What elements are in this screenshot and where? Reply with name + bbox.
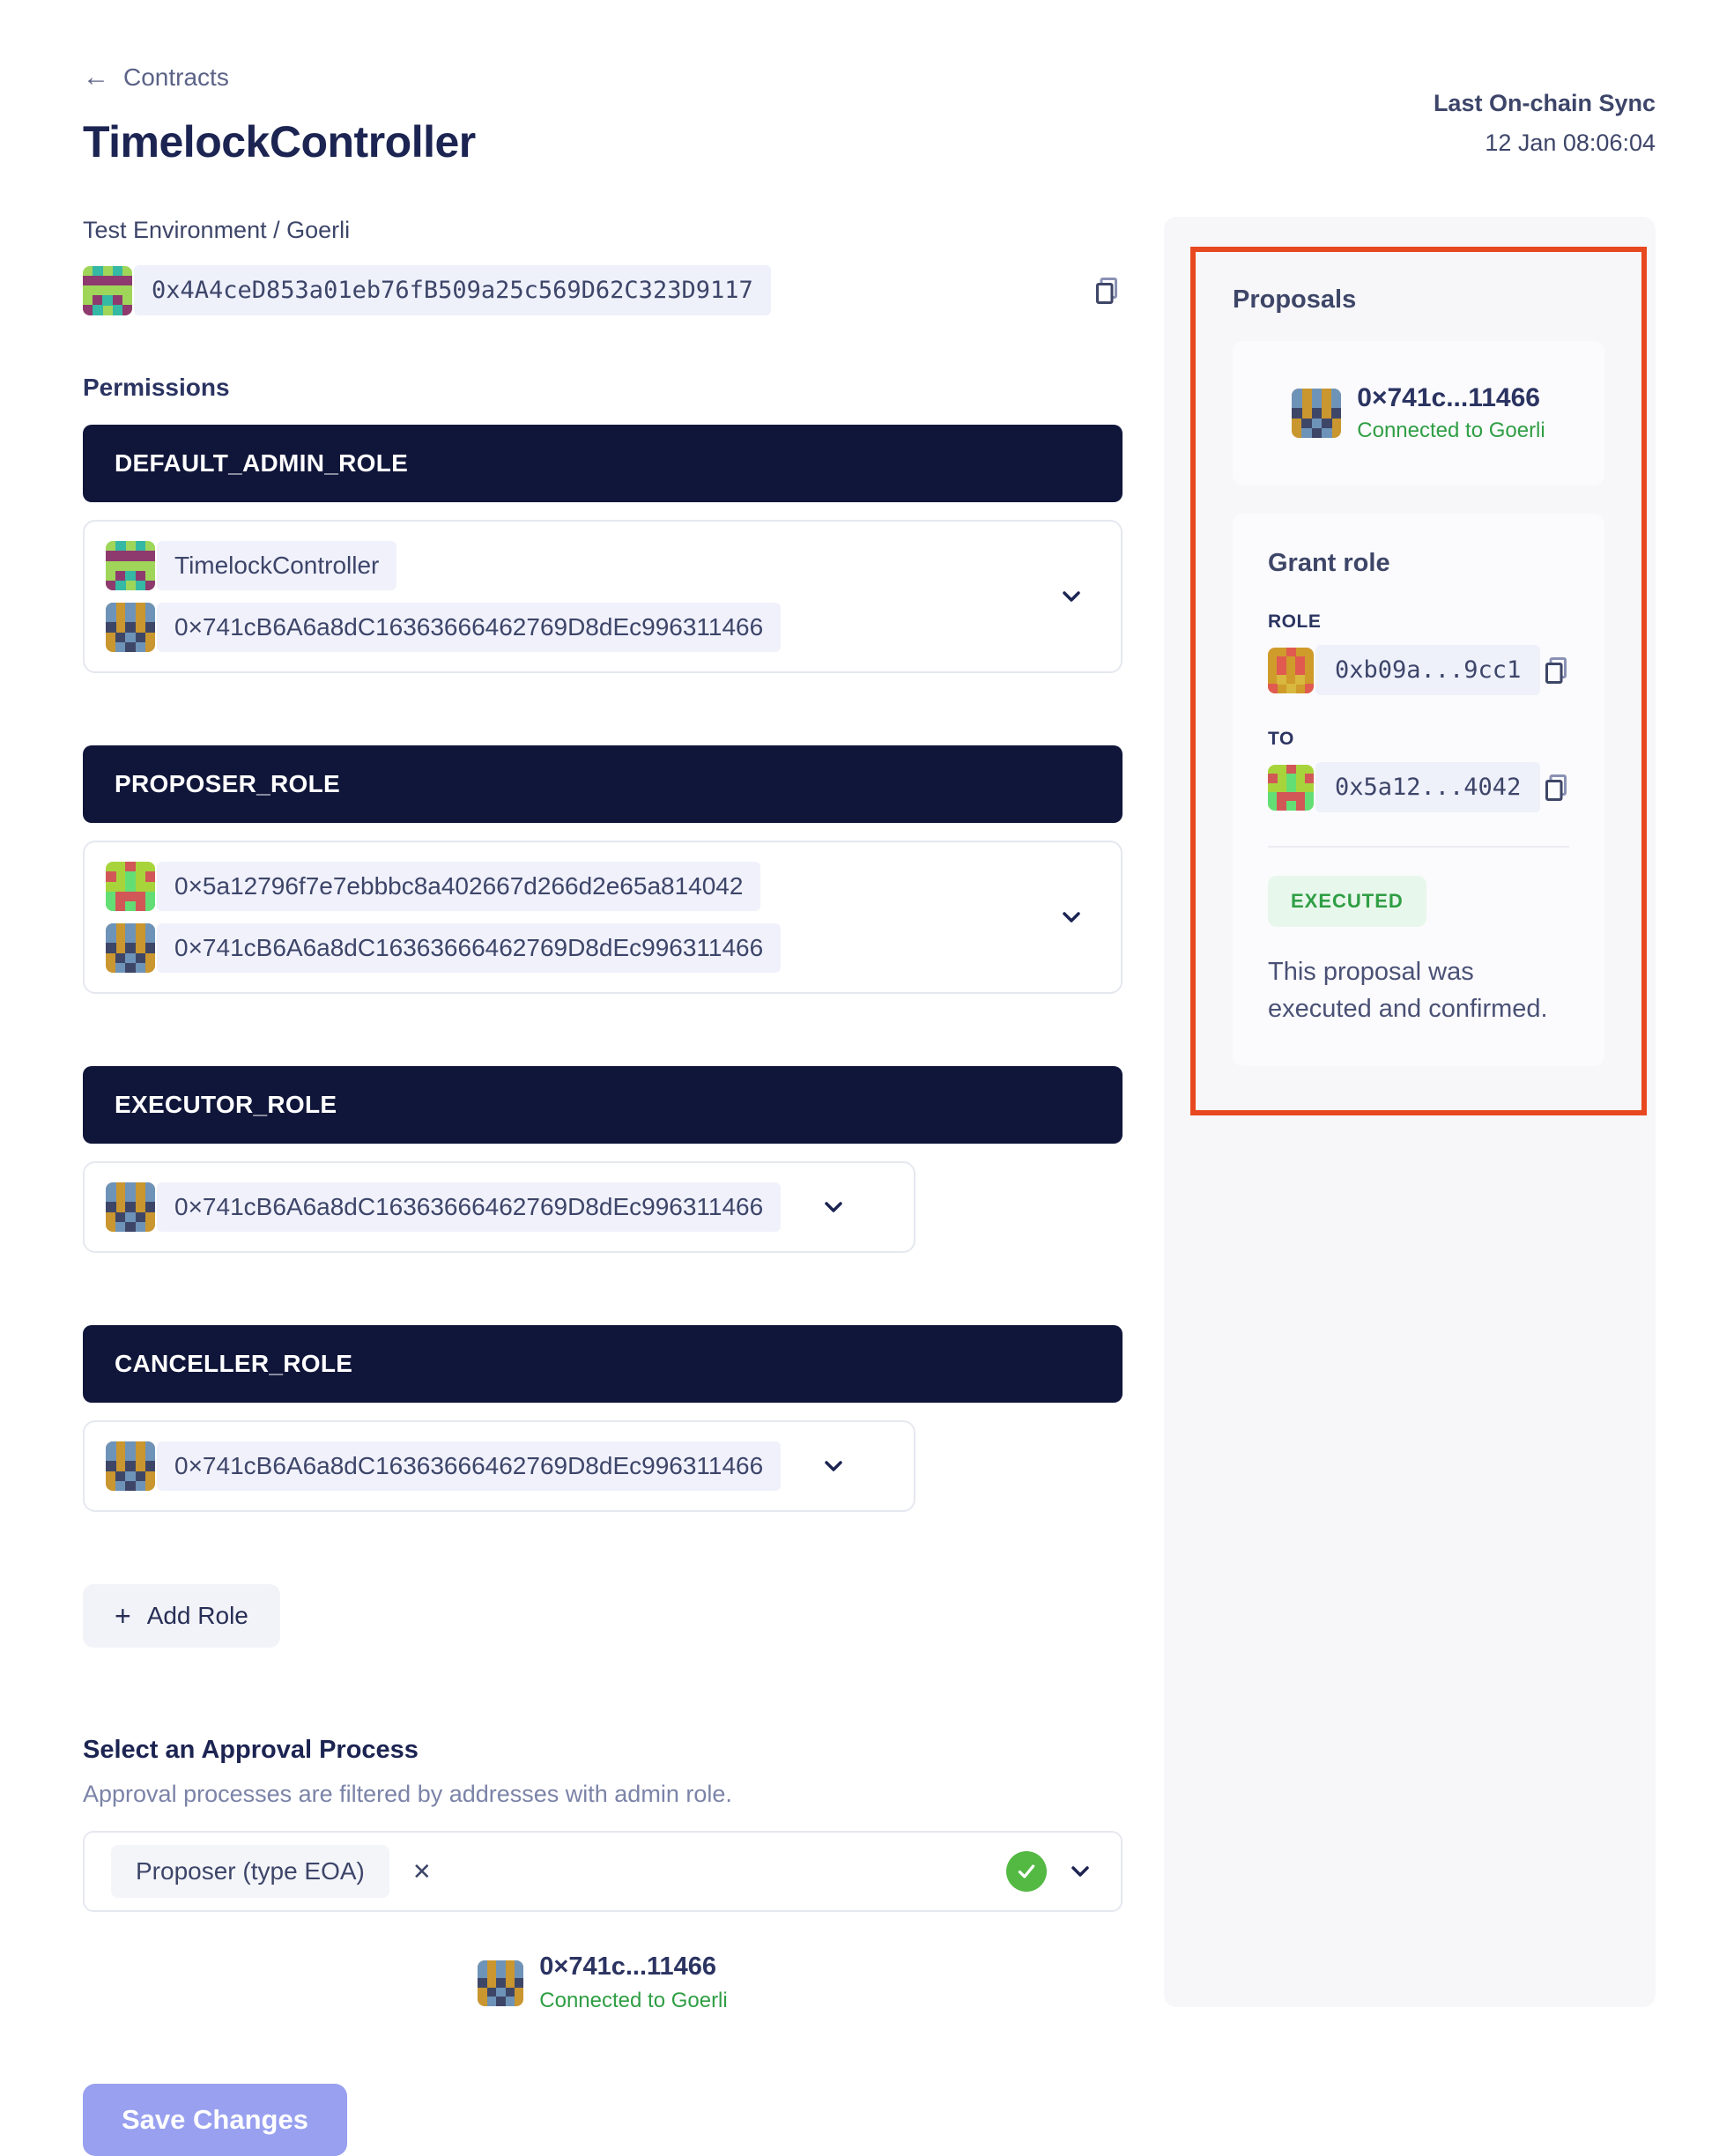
role-member bbox=[106, 1182, 781, 1232]
blockies-avatar bbox=[106, 603, 155, 652]
page-header bbox=[0, 0, 1719, 167]
role-card-proposer bbox=[83, 841, 1123, 994]
proposal-description: This proposal was executed and confirmed. bbox=[1268, 958, 1548, 1024]
proposal-list-item[interactable] bbox=[1233, 341, 1604, 485]
chevron-down-icon[interactable] bbox=[819, 1452, 848, 1480]
role-card-canceller bbox=[83, 1420, 915, 1512]
to-field-row bbox=[1268, 762, 1569, 812]
page-title: TimelockController bbox=[83, 117, 476, 167]
role-header-default-admin: DEFAULT_ADMIN_ROLE bbox=[83, 425, 1123, 502]
role-member bbox=[106, 923, 781, 973]
proposal-title: Grant role bbox=[1268, 549, 1390, 577]
blockies-avatar bbox=[106, 1441, 155, 1491]
member-label: 0×741cB6A6a8dC16363666462769D8dEc996311466 bbox=[157, 923, 781, 973]
proposals-highlight-box bbox=[1190, 247, 1647, 1115]
blockies-avatar bbox=[478, 1960, 523, 2006]
contract-avatar bbox=[83, 266, 132, 315]
role-header-proposer: PROPOSER_ROLE bbox=[83, 745, 1123, 823]
connected-status: Connected to Goerli bbox=[539, 1989, 728, 2012]
connected-account bbox=[478, 1952, 727, 2013]
status-badge: EXECUTED bbox=[1268, 876, 1426, 927]
add-role-label: Add Role bbox=[146, 1602, 248, 1629]
member-label: 0×741cB6A6a8dC16363666462769D8dEc996311466 bbox=[157, 603, 781, 652]
last-sync-time: 12 Jan 08:06:04 bbox=[1485, 130, 1656, 156]
approval-process-select[interactable] bbox=[83, 1831, 1123, 1912]
approval-process-heading: Select an Approval Process bbox=[83, 1736, 419, 1764]
to-field-label: TO bbox=[1268, 729, 1294, 749]
role-member bbox=[106, 1441, 781, 1491]
copy-address-button[interactable] bbox=[1091, 275, 1123, 307]
chevron-down-icon[interactable] bbox=[1066, 1857, 1094, 1886]
chevron-down-icon[interactable] bbox=[819, 1193, 848, 1221]
chevron-down-icon[interactable] bbox=[1057, 582, 1085, 611]
role-card-executor bbox=[83, 1161, 915, 1253]
last-sync bbox=[1434, 90, 1656, 157]
selected-approval-chip: Proposer (type EOA) bbox=[111, 1845, 389, 1898]
role-card-default-admin bbox=[83, 520, 1123, 673]
role-member bbox=[106, 603, 781, 652]
back-link-label: Contracts bbox=[123, 63, 229, 91]
contract-address: 0x4A4ceD853a01eb76fB509a25c569D62C323D9117 bbox=[134, 265, 771, 315]
role-member bbox=[106, 862, 781, 911]
back-link[interactable] bbox=[83, 63, 476, 92]
last-sync-label: Last On-chain Sync bbox=[1433, 90, 1656, 116]
plus-icon: + bbox=[115, 1600, 131, 1632]
role-field-label: ROLE bbox=[1268, 611, 1322, 632]
member-label: 0×741cB6A6a8dC16363666462769D8dEc996311466 bbox=[157, 1182, 781, 1232]
role-header-executor: EXECUTOR_ROLE bbox=[83, 1066, 1123, 1144]
role-field-row bbox=[1268, 645, 1569, 695]
proposal-address: 0×741c...11466 bbox=[1357, 383, 1540, 412]
blockies-avatar bbox=[1292, 389, 1341, 438]
role-header-canceller: CANCELLER_ROLE bbox=[83, 1325, 1123, 1403]
member-label: TimelockController bbox=[157, 541, 396, 590]
blockies-avatar bbox=[1268, 765, 1314, 811]
blockies-avatar bbox=[1268, 648, 1314, 693]
proposal-network-status: Connected to Goerli bbox=[1357, 419, 1545, 442]
save-changes-button[interactable]: Save Changes bbox=[83, 2084, 347, 2156]
copy-role-button[interactable] bbox=[1540, 655, 1572, 686]
role-member bbox=[106, 541, 781, 590]
role-hash: 0xb09a...9cc1 bbox=[1315, 645, 1540, 695]
connected-address: 0×741c...11466 bbox=[539, 1952, 717, 1981]
blockies-avatar bbox=[106, 923, 155, 973]
add-role-button[interactable] bbox=[83, 1584, 280, 1648]
proposals-panel bbox=[1164, 217, 1656, 2007]
blockies-avatar bbox=[106, 541, 155, 590]
valid-check-icon bbox=[1006, 1851, 1047, 1892]
to-address: 0x5a12...4042 bbox=[1315, 762, 1540, 812]
member-label: 0×5a12796f7e7ebbbc8a402667d266d2e65a814042 bbox=[157, 862, 760, 911]
contract-address-row bbox=[83, 265, 1123, 315]
environment-label: Test Environment / Goerli bbox=[83, 217, 351, 243]
copy-to-button[interactable] bbox=[1540, 772, 1572, 804]
remove-selection-icon[interactable]: ✕ bbox=[411, 1857, 432, 1885]
permissions-heading: Permissions bbox=[83, 374, 230, 401]
main-column bbox=[83, 217, 1123, 2156]
blockies-avatar bbox=[106, 1182, 155, 1232]
member-label: 0×741cB6A6a8dC16363666462769D8dEc996311466 bbox=[157, 1441, 781, 1491]
proposal-detail-card bbox=[1233, 514, 1604, 1066]
blockies-avatar bbox=[106, 862, 155, 911]
chevron-down-icon[interactable] bbox=[1057, 903, 1085, 931]
back-arrow-icon: ← bbox=[83, 63, 109, 92]
proposals-heading: Proposals bbox=[1233, 285, 1357, 314]
approval-process-subtext: Approval processes are filtered by addresses with admin role. bbox=[83, 1781, 732, 1807]
